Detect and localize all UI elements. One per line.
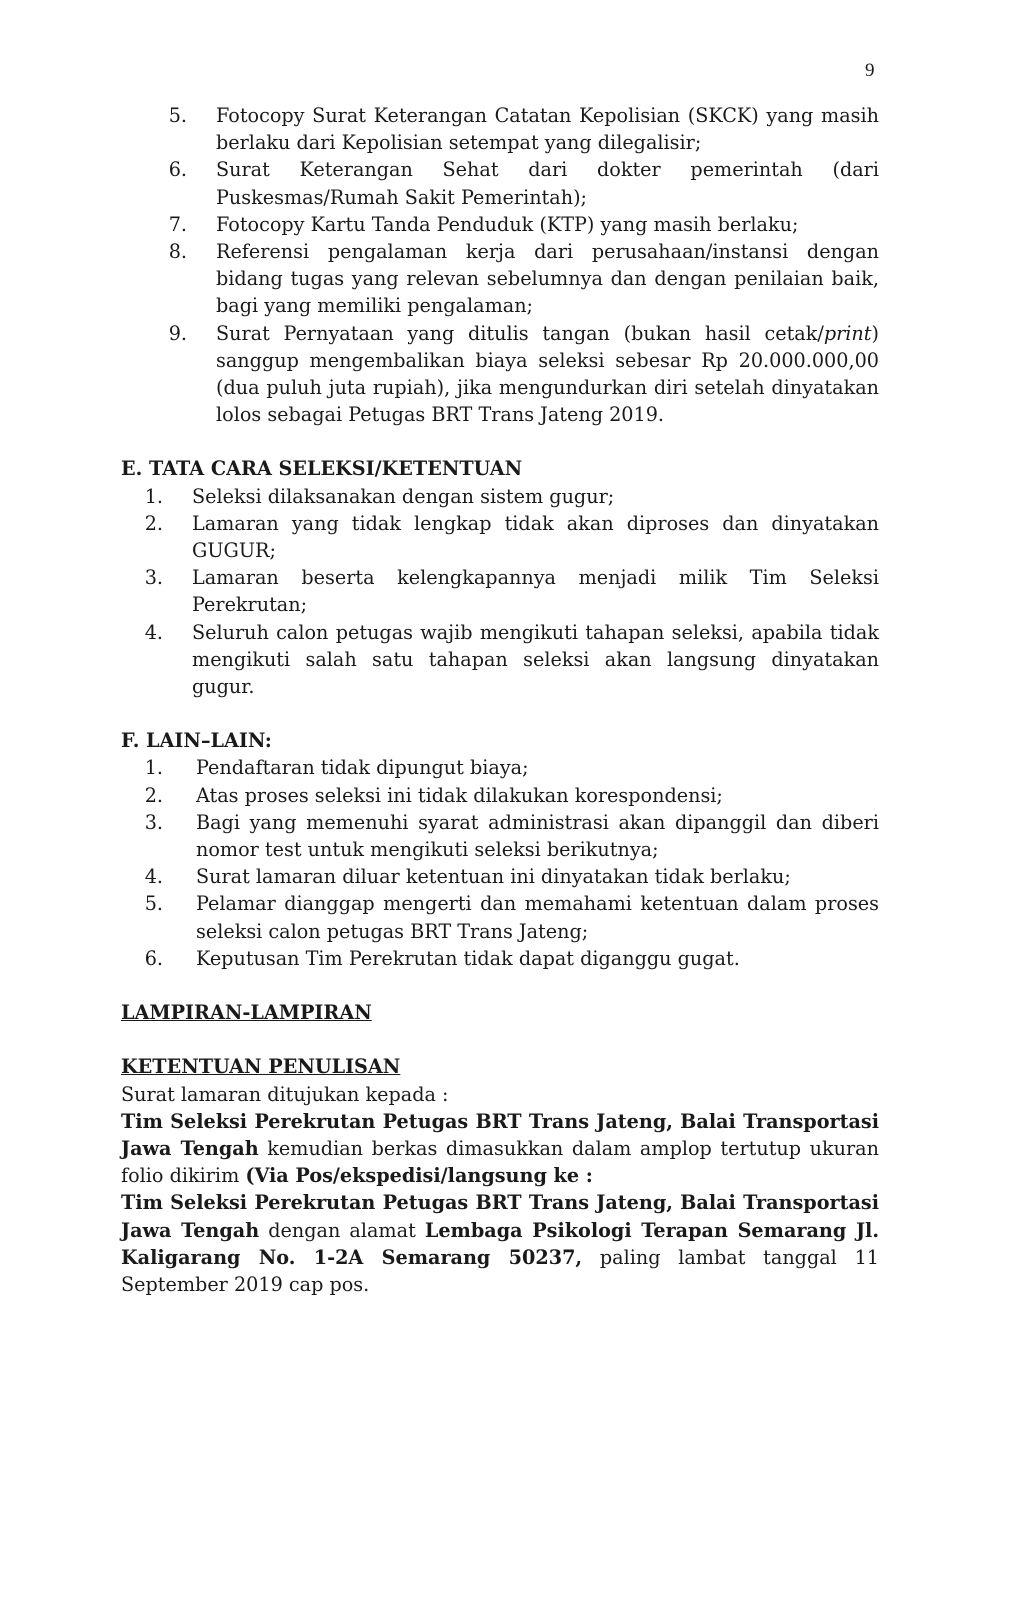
section-e-title: E. TATA CARA SELEKSI/KETENTUAN	[121, 457, 523, 481]
recipient-name: Tim Seleksi Perekrutan Petugas BRT Trans Jateng, Balai Transportasi Jawa Tengah	[121, 1109, 879, 1160]
list-item-number: 1.	[144, 484, 163, 508]
list-item-text: Lamaran beserta kelengkapannya menjadi milik Tim Seleksi Perekrutan;	[192, 566, 879, 617]
list-item-text-part: Surat Pernyataan yang ditulis tangan (bukan hasil cetak/	[216, 321, 824, 345]
attachments-title: LAMPIRAN-LAMPIRAN	[121, 1001, 372, 1025]
list-item-text	[216, 320, 879, 429]
paragraph-text: dengan alamat	[259, 1218, 425, 1242]
list-item-text: Referensi pengalaman kerja dari perusahaan/instansi dengan bidang tugas yang relevan sebelumnya dan dengan penilaian baik, bagi yang memiliki pengalaman;	[216, 240, 879, 318]
section-f-title: F. LAIN–LAIN:	[121, 729, 272, 753]
list-item-text: Seleksi dilaksanakan dengan sistem gugur;	[192, 484, 615, 508]
section-e-list	[121, 483, 879, 701]
recipient-name: Tim Seleksi Perekrutan Petugas BRT Trans Jateng, Balai Transportasi Jawa Tengah	[121, 1191, 879, 1242]
list-item	[121, 619, 879, 701]
list-item	[121, 156, 879, 210]
list-item-text: Lamaran yang tidak lengkap tidak akan diproses dan dinyatakan GUGUR;	[192, 511, 879, 563]
list-item-text: Pelamar dianggap mengerti dan memahami ketentuan dalam proses seleksi calon petugas BRT Trans Jateng;	[196, 892, 879, 943]
list-item-number: 7.	[168, 212, 187, 236]
list-item	[121, 754, 879, 781]
writing-rules-paragraph-1	[121, 1108, 879, 1190]
list-item-number: 9.	[168, 321, 187, 345]
list-item-number: 2.	[144, 511, 163, 535]
list-item	[121, 320, 879, 429]
list-item-text: Pendaftaran tidak dipungut biaya;	[196, 756, 529, 780]
list-item-text-part: ) sanggup mengembalikan biaya seleksi sebesar Rp 20.000.000,00 (dua puluh juta rupiah), jika mengundurkan diri setelah dinyatakan lolos sebagai Petugas BRT Trans Jateng 2019.	[216, 321, 879, 427]
list-item	[121, 238, 879, 320]
list-item-number: 4.	[144, 865, 163, 889]
writing-rules-intro: Surat lamaran ditujukan kepada :	[121, 1082, 449, 1106]
list-item	[121, 890, 879, 944]
section-f-list	[121, 754, 879, 972]
deadline-text: paling lambat tanggal 11 September 2019 cap pos.	[121, 1245, 879, 1296]
paragraph-text: kemudian berkas dimasukkan dalam amplop tertutup ukuran folio dikirim	[121, 1136, 879, 1188]
list-item	[121, 564, 879, 618]
list-item-number: 8.	[168, 240, 187, 264]
list-item-number: 6.	[144, 946, 163, 970]
writing-rules-title: KETENTUAN PENULISAN	[121, 1055, 401, 1079]
list-item-text: Fotocopy Surat Keterangan Catatan Kepolisian (SKCK) yang masih berlaku dari Kepolisian setempat yang dilegalisir;	[216, 104, 879, 155]
list-item	[121, 863, 879, 890]
list-item-number: 5.	[144, 892, 163, 916]
list-item	[121, 510, 879, 564]
list-item-number: 6.	[168, 158, 187, 182]
recipient-address: Lembaga Psikologi Terapan Semarang Jl. Kaligarang No. 1-2A Semarang 50237,	[121, 1218, 879, 1269]
list-item-text: Keputusan Tim Perekrutan tidak dapat diganggu gugat.	[196, 946, 740, 970]
list-item-number: 3.	[144, 810, 163, 834]
list-item	[121, 945, 879, 972]
list-item-text: Surat Keterangan Sehat dari dokter pemerintah (dari Puskesmas/Rumah Sakit Pemerintah);	[216, 158, 879, 209]
list-item-text: Fotocopy Kartu Tanda Penduduk (KTP) yang masih berlaku;	[216, 212, 799, 236]
list-item-number: 1.	[144, 756, 163, 780]
list-item	[121, 102, 879, 156]
delivery-method: (Via Pos/ekspedisi/langsung ke :	[245, 1164, 593, 1188]
list-item-text: Bagi yang memenuhi syarat administrasi akan dipanggil dan diberi nomor test untuk mengikuti seleksi berikutnya;	[196, 810, 879, 862]
writing-rules-paragraph-2	[121, 1189, 879, 1298]
list-item	[121, 809, 879, 863]
list-item-number: 5.	[168, 104, 187, 127]
list-item-number: 3.	[144, 566, 163, 590]
list-item-text: Atas proses seleksi ini tidak dilakukan korespondensi;	[196, 783, 723, 807]
document-body	[121, 102, 879, 1298]
list-item-number: 2.	[144, 783, 163, 807]
list-item	[121, 483, 879, 510]
list-item-text: Surat lamaran diluar ketentuan ini dinyatakan tidak berlaku;	[196, 865, 791, 889]
list-item-text: Seluruh calon petugas wajib mengikuti tahapan seleksi, apabila tidak mengikuti salah satu tahapan seleksi akan langsung dinyatakan gugur.	[192, 620, 879, 699]
list-item	[121, 782, 879, 809]
requirements-list	[121, 102, 879, 428]
page-number: 9	[865, 60, 875, 81]
list-item-text-italic: print	[823, 321, 872, 345]
list-item-number: 4.	[144, 620, 163, 644]
list-item	[121, 211, 879, 238]
